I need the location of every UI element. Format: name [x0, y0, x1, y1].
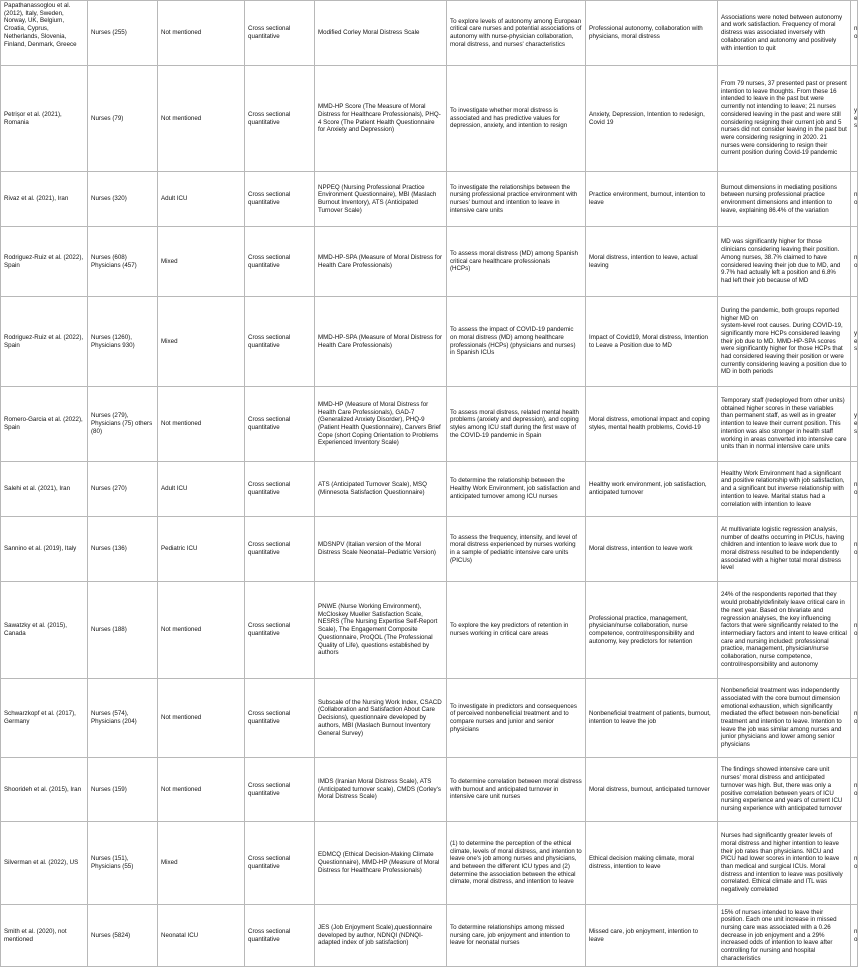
sample-cell: Nurses (608) Physicians (457): [88, 227, 158, 297]
instruments-cell: MMD-HP-SPA (Measure of Moral Distress for Health Care Professionals): [315, 297, 447, 387]
findings-cell: Temporary staff (redeployed from other units) obtained higher scores in these variables than permanent staff, as well as in greater intention to leave their current position. This intention was also stronger in health staff working in areas converted into intensive care units than in normal intensive care units: [718, 387, 851, 462]
variables-cell: Nonbeneficial treatment of patients, burnout, intention to leave the job: [586, 679, 718, 758]
covid-cell: no: [851, 462, 858, 517]
instruments-cell: MMD-HP-SPA (Measure of Moral Distress for Health Care Professionals): [315, 227, 447, 297]
findings-cell: Associations were noted between autonomy and work satisfaction. Frequency of moral distress was associated inversely with collaboration and autonomy and positively with intention to quit: [718, 1, 851, 66]
covid-cell: yes: [851, 297, 858, 387]
covid-cell: yes: [851, 387, 858, 462]
sample-cell: Nurses (320): [88, 172, 158, 227]
variables-cell: Impact of Covid19, Moral distress, Intention to Leave a Position due to MD: [586, 297, 718, 387]
findings-cell: Healthy Work Environment had a significant and positive relationship with job satisfaction, and a significant but inverse relationship with intention to leave. Marital status had a correlation with intention to leave: [718, 462, 851, 517]
setting-cell: Not mentioned: [158, 758, 245, 822]
design-cell: Cross sectional quantitative: [245, 462, 315, 517]
design-cell: Cross sectional quantitative: [245, 1, 315, 66]
sample-cell: Nurses (159): [88, 758, 158, 822]
instruments-cell: Modified Corley Moral Distress Scale: [315, 1, 447, 66]
sample-cell: Nurses (1260), Physicians 930): [88, 297, 158, 387]
study-cell: Papathanassoglou et al. (2012), Italy, Sweden, Norway, UK, Belgium, Croatia, Cyprus, Netherlands, Slovenia, Finland, Denmark, Greece: [1, 1, 88, 66]
findings-cell: From 79 nurses, 37 presented past or present intention to leave thoughts. From these 16 intended to leave in the past but were currently not intending to leave; 21 nurses considered leaving in the past and were still considering resigning their current job and 5 nurses did not consider leaving in the past but were considering resigning in 2020. 21 nurses were considering to resign their current position during Covid-19 pandemic: [718, 66, 851, 172]
findings-cell: MD was significantly higher for those clinicians considering leaving their position. Among nurses, 38.7% claimed to have considered leaving their job due to MD, and 9.7% had actually left a position and 6.8% had left their job because of MD: [718, 227, 851, 297]
study-cell: Rodriguez-Ruiz et al. (2022), Spain: [1, 297, 88, 387]
instruments-cell: IMDS (Iranian Moral Distress Scale), ATS (Anticipated turnover scale), CMDS (Corley's Moral Distress Scale): [315, 758, 447, 822]
variables-cell: Moral distress, intention to leave work: [586, 517, 718, 582]
setting-cell: Mixed: [158, 297, 245, 387]
instruments-cell: MMD-HP (Measure of Moral Distress for Health Care Professionals), GAD-7 (Generalized Anxiety Disorder), PHQ-9 (Patient Health Questionnaire), Carvers Brief Cope (short Coping Orientation to Problems Experienced Inventory Scale): [315, 387, 447, 462]
study-cell: Smith et al. (2020), not mentioned: [1, 905, 88, 967]
covid-cell: no: [851, 582, 858, 679]
variables-cell: Professional autonomy, collaboration with physicians, moral distress: [586, 1, 718, 66]
table-row: [1, 822, 858, 905]
table-row: [1, 679, 858, 758]
aim-cell: To explore the key predictors of retention in nurses working in critical care areas: [447, 582, 586, 679]
design-cell: Cross sectional quantitative: [245, 227, 315, 297]
studies-table-body: [1, 1, 858, 967]
findings-cell: At multivariate logistic regression analysis, number of deaths occurring in PICUs, having children and intention to leave work due to moral distress resulted to be independently associated with a higher total moral distress level: [718, 517, 851, 582]
instruments-cell: EDMCQ (Ethical Decision-Making Climate Questionnaire), MMD-HP (Measure of Moral Distress for Healthcare Professionals): [315, 822, 447, 905]
instruments-cell: MMD-HP Score (The Measure of Moral Distress for Healthcare Professionals), PHQ-4 Score (The Patient Health Questionnaire for Anxiety and Depression): [315, 66, 447, 172]
findings-cell: Burnout dimensions in mediating positions between nursing professional practice environment dimensions and intention to leave, explaining 86.4% of the variation: [718, 172, 851, 227]
study-cell: Sannino et al. (2019), Italy: [1, 517, 88, 582]
instruments-cell: JES (Job Enjoyment Scale),questionnaire developed by author, NDNQI (NDNQI-adapted index of job satisfaction): [315, 905, 447, 967]
table-row: [1, 387, 858, 462]
study-cell: Sawatzky et al. (2015), Canada: [1, 582, 88, 679]
aim-cell: To assess moral distress, related mental health problems (anxiety and depression), and coping styles among ICU staff during the first wave of the COVID-19 pandemic in Spain: [447, 387, 586, 462]
setting-cell: Not mentioned: [158, 66, 245, 172]
variables-cell: Missed care, job enjoyment, intention to leave: [586, 905, 718, 967]
variables-cell: Anxiety, Depression, Intention to redesign, Covid 19: [586, 66, 718, 172]
aim-cell: (1) to determine the perception of the ethical climate, levels of moral distress, and intention to leave one's job among nurses and physicians, and between the different ICU types and (2) determine the association between the ethical climate, moral distress, and intention to leave: [447, 822, 586, 905]
aim-cell: To determine the relationship between the Healthy Work Environment, job satisfaction and anticipated turnover among ICU nurses: [447, 462, 586, 517]
design-cell: Cross sectional quantitative: [245, 582, 315, 679]
aim-cell: To investigate in predictors and consequences of perceived nonbeneficial treatment and to compare nurses and junior and senior physicians: [447, 679, 586, 758]
findings-cell: During the pandemic, both groups reported higher MD on system-level root causes. During COVID-19, significantly more HCPs considered leaving their job due to MD. MMD-HP-SPA scores were significantly higher for those HCPs that had considered leaving their position or were currently considering leaving a position due to MD in both periods: [718, 297, 851, 387]
findings-cell: 15% of nurses intended to leave their position. Each one unit increase in missed nursing care was associated with a 0.26 decrease in job enjoyment and a 29% increased odds of intention to leave after controlling for nursing and hospital characteristics: [718, 905, 851, 967]
table-row: [1, 297, 858, 387]
covid-cell: no: [851, 822, 858, 905]
design-cell: Cross sectional quantitative: [245, 758, 315, 822]
study-cell: Rodriguez-Ruiz et al. (2022), Spain: [1, 227, 88, 297]
setting-cell: Mixed: [158, 822, 245, 905]
sample-cell: Nurses (574), Physicians (204): [88, 679, 158, 758]
setting-cell: Adult ICU: [158, 172, 245, 227]
table-row: [1, 172, 858, 227]
instruments-cell: MDSNPV (Italian version of the Moral Distress Scale Neonatal–Pediatric Version): [315, 517, 447, 582]
aim-cell: To explore levels of autonomy among European critical care nurses and potential associations of autonomy with nurse-physician collaboration, moral distress, and nurses' characteristics: [447, 1, 586, 66]
setting-cell: Not mentioned: [158, 1, 245, 66]
sample-cell: Nurses (188): [88, 582, 158, 679]
design-cell: Cross sectional quantitative: [245, 297, 315, 387]
design-cell: Cross sectional quantitative: [245, 822, 315, 905]
setting-cell: Not mentioned: [158, 679, 245, 758]
study-cell: Shoorideh et al. (2015), Iran: [1, 758, 88, 822]
instruments-cell: NPPEQ (Nursing Professional Practice Environment Questionnaire), MBI (Maslach Burnout Inventory), ATS (Anticipated Turnover Scale): [315, 172, 447, 227]
covid-cell: no: [851, 517, 858, 582]
variables-cell: Ethical decision making climate, moral distress, intention to leave: [586, 822, 718, 905]
aim-cell: To assess the impact of COVID-19 pandemic on moral distress (MD) among healthcare professionals (HCPs) (physicians and nurses) in Spanish ICUs: [447, 297, 586, 387]
variables-cell: Professional practice, management, physician/nurse collaboration, nurse competence, control/responsibility and autonomy, key predictors for retention: [586, 582, 718, 679]
covid-cell: no: [851, 172, 858, 227]
aim-cell: To investigate the relationships between the nursing professional practice environment with nurses' burnout and intention to leave in intensive care units: [447, 172, 586, 227]
study-cell: Romero-Garcia et al. (2022), Spain: [1, 387, 88, 462]
findings-cell: The findings showed intensive care unit nurses' moral distress and anticipated turnover was high. But, there was only a positive correlation between years of ICU nursing experience and years of current ICU nursing experience with anticipated turnover: [718, 758, 851, 822]
covid-cell: yes: [851, 66, 858, 172]
sample-cell: Nurses (151), Physicians (55): [88, 822, 158, 905]
design-cell: Cross sectional quantitative: [245, 905, 315, 967]
table-row: [1, 1, 858, 66]
instruments-cell: ATS (Anticipated Turnover Scale), MSQ (Minnesota Satisfaction Questionnaire): [315, 462, 447, 517]
covid-cell: no: [851, 227, 858, 297]
aim-cell: To assess moral distress (MD) among Spanish critical care healthcare professionals (HCPs): [447, 227, 586, 297]
setting-cell: Not mentioned: [158, 387, 245, 462]
sample-cell: Nurses (255): [88, 1, 158, 66]
table-row: [1, 758, 858, 822]
design-cell: Cross sectional quantitative: [245, 679, 315, 758]
study-cell: Salehi et al. (2021), Iran: [1, 462, 88, 517]
sample-cell: Nurses (279), Physicians (75) others (80): [88, 387, 158, 462]
table-row: [1, 227, 858, 297]
aim-cell: To assess the frequency, intensity, and level of moral distress experienced by nurses working in a sample of pediatric intensive care units (PICUs): [447, 517, 586, 582]
instruments-cell: Subscale of the Nursing Work Index, CSACD (Collaboration and Satisfaction About Care Decisions), questionnaire developed by authors, MBI (Maslach Burnout Inventory General Survey): [315, 679, 447, 758]
table-row: [1, 462, 858, 517]
setting-cell: Not mentioned: [158, 582, 245, 679]
variables-cell: Moral distress, intention to leave, actual leaving: [586, 227, 718, 297]
setting-cell: Adult ICU: [158, 462, 245, 517]
table-row: [1, 905, 858, 967]
covid-cell: no: [851, 679, 858, 758]
findings-cell: Nonbeneficial treatment was independently associated with the core burnout dimension emotional exhaustion, which significantly mediated the effect between non-beneficial treatment and intention to leave. Intention to leave the job was similar among nurses and junior physicians and lower among senior physicians: [718, 679, 851, 758]
study-cell: Petrișor et al. (2021), Romania: [1, 66, 88, 172]
design-cell: Cross sectional quantitative: [245, 172, 315, 227]
setting-cell: Pediatric ICU: [158, 517, 245, 582]
sample-cell: Nurses (136): [88, 517, 158, 582]
variables-cell: Practice environment, burnout, intention to leave: [586, 172, 718, 227]
table-row: [1, 517, 858, 582]
study-cell: Rivaz et al. (2021), Iran: [1, 172, 88, 227]
table-row: [1, 582, 858, 679]
sample-cell: Nurses (79): [88, 66, 158, 172]
aim-cell: To investigate whether moral distress is associated and has predictive values for depression, anxiety, and intention to resign: [447, 66, 586, 172]
aim-cell: To determine correlation between moral distress with burnout and anticipated turnover in intensive care unit nurses: [447, 758, 586, 822]
setting-cell: Mixed: [158, 227, 245, 297]
design-cell: Cross sectional quantitative: [245, 387, 315, 462]
variables-cell: Moral distress, emotional impact and coping styles, mental health problems, Covid-19: [586, 387, 718, 462]
study-cell: Silverman et al. (2022), US: [1, 822, 88, 905]
variables-cell: Moral distress, burnout, anticipated turnover: [586, 758, 718, 822]
findings-cell: Nurses had significantly greater levels of moral distress and higher intention to leave their job rates than physicians. NICU and PICU had lower scores in intention to leave than medical and surgical ICUs. Moral distress and intention to leave was positively correlated. Ethical climate and ITL was negatively correlated: [718, 822, 851, 905]
covid-cell: no: [851, 905, 858, 967]
instruments-cell: PNWE (Nurse Working Environment), McCloskey Mueller Satisfaction Scale, NESRS (The Nursing Expertise Self-Report Scale), The Engagement Composite Questionnaire, ProQOL (The Professional Quality of Life), questions established by authors: [315, 582, 447, 679]
variables-cell: Healthy work environment, job satisfaction, anticipated turnover: [586, 462, 718, 517]
findings-cell: 24% of the respondents reported that they would probably/definitely leave critical care in the next year. Based on bivariate and regression analyses, the key influencing factors that were significantly related to the intermediary factors and intent to leave critical care and nursing included: professional practice, management, physician/nurse collaboration, nurse competence, control/responsibility and autonomy: [718, 582, 851, 679]
study-cell: Schwarzkopf et al. (2017), Germany: [1, 679, 88, 758]
table-row: [1, 66, 858, 172]
sample-cell: Nurses (270): [88, 462, 158, 517]
setting-cell: Neonatal ICU: [158, 905, 245, 967]
aim-cell: To determine relationships among missed nursing care, job enjoyment and intention to leave for neonatal nurses: [447, 905, 586, 967]
covid-cell: no: [851, 1, 858, 66]
covid-cell: no: [851, 758, 858, 822]
sample-cell: Nurses (5824): [88, 905, 158, 967]
design-cell: Cross sectional quantitative: [245, 517, 315, 582]
design-cell: Cross sectional quantitative: [245, 66, 315, 172]
